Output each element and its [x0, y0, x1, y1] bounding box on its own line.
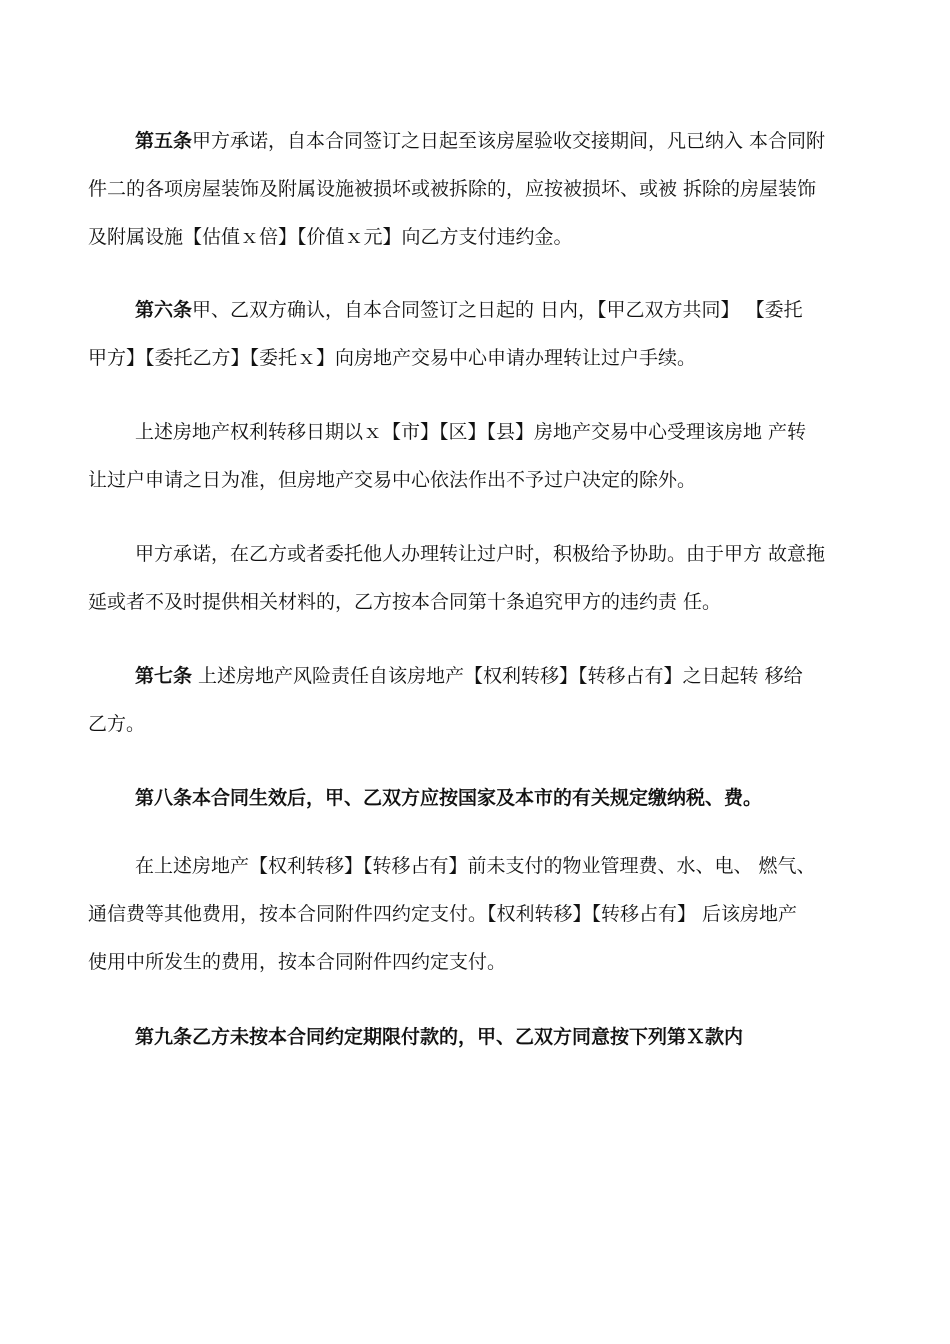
assistance-paragraph — [88, 530, 878, 626]
paragraph-line: 第六条甲、乙双方确认，自本合同签订之日起的 日内，【甲乙双方共同】 【委托 — [135, 299, 803, 321]
paragraph-line: 甲方承诺，在乙方或者委托他人办理转让过户时，积极给予协助。由于甲方 故意拖 — [135, 543, 826, 565]
paragraph-line: 甲方】【委托乙方】【委托ｘ】向房地产交易中心申请办理转让过户手续。 — [88, 347, 697, 369]
paragraph-line: 延或者不及时提供相关材料的，乙方按本合同第十条追究甲方的违约责 任。 — [88, 591, 722, 613]
article-heading-line: 第九条乙方未按本合同约定期限付款的，甲、乙双方同意按下列第Ｘ款内 — [135, 1026, 744, 1048]
article-8 — [88, 774, 878, 822]
paragraph-line: 件二的各项房屋装饰及附属设施被损坏或被拆除的，应按被损坏、或被 拆除的房屋装饰 — [88, 178, 817, 200]
article-heading: 第六条 — [135, 299, 193, 321]
article-5 — [88, 117, 878, 261]
paragraph-line: 乙方。 — [88, 713, 146, 735]
article-heading-line: 第八条本合同生效后，甲、乙双方应按国家及本市的有关规定缴纳税、费。 — [135, 787, 763, 809]
paragraph-line: 通信费等其他费用，按本合同附件四约定支付。【权利转移】【转移占有】 后该房地产 — [88, 903, 798, 925]
article-6 — [88, 286, 878, 382]
paragraph-line: 第七条 上述房地产风险责任自该房地产【权利转移】【转移占有】之日起转 移给 — [135, 665, 803, 687]
paragraph-line: 上述房地产权利转移日期以ｘ【市】【区】【县】房地产交易中心受理该房地 产转 — [135, 421, 807, 443]
paragraph-line: 及附属设施【估值ｘ倍】【价值ｘ元】向乙方支付违约金。 — [88, 226, 573, 248]
article-7 — [88, 652, 878, 748]
article-9 — [88, 1013, 878, 1061]
fees-paragraph — [88, 842, 878, 986]
transfer-date-paragraph — [88, 408, 878, 504]
article-heading: 第七条 — [135, 665, 193, 687]
paragraph-line: 使用中所发生的费用，按本合同附件四约定支付。 — [88, 951, 507, 973]
article-heading: 第五条 — [135, 130, 193, 152]
paragraph-line: 在上述房地产【权利转移】【转移占有】前未支付的物业管理费、水、电、 燃气、 — [135, 855, 816, 877]
paragraph-line: 第五条甲方承诺，自本合同签订之日起至该房屋验收交接期间，凡已纳入 本合同附 — [135, 130, 826, 152]
paragraph-line: 让过户申请之日为准，但房地产交易中心依法作出不予过户决定的除外。 — [88, 469, 697, 491]
